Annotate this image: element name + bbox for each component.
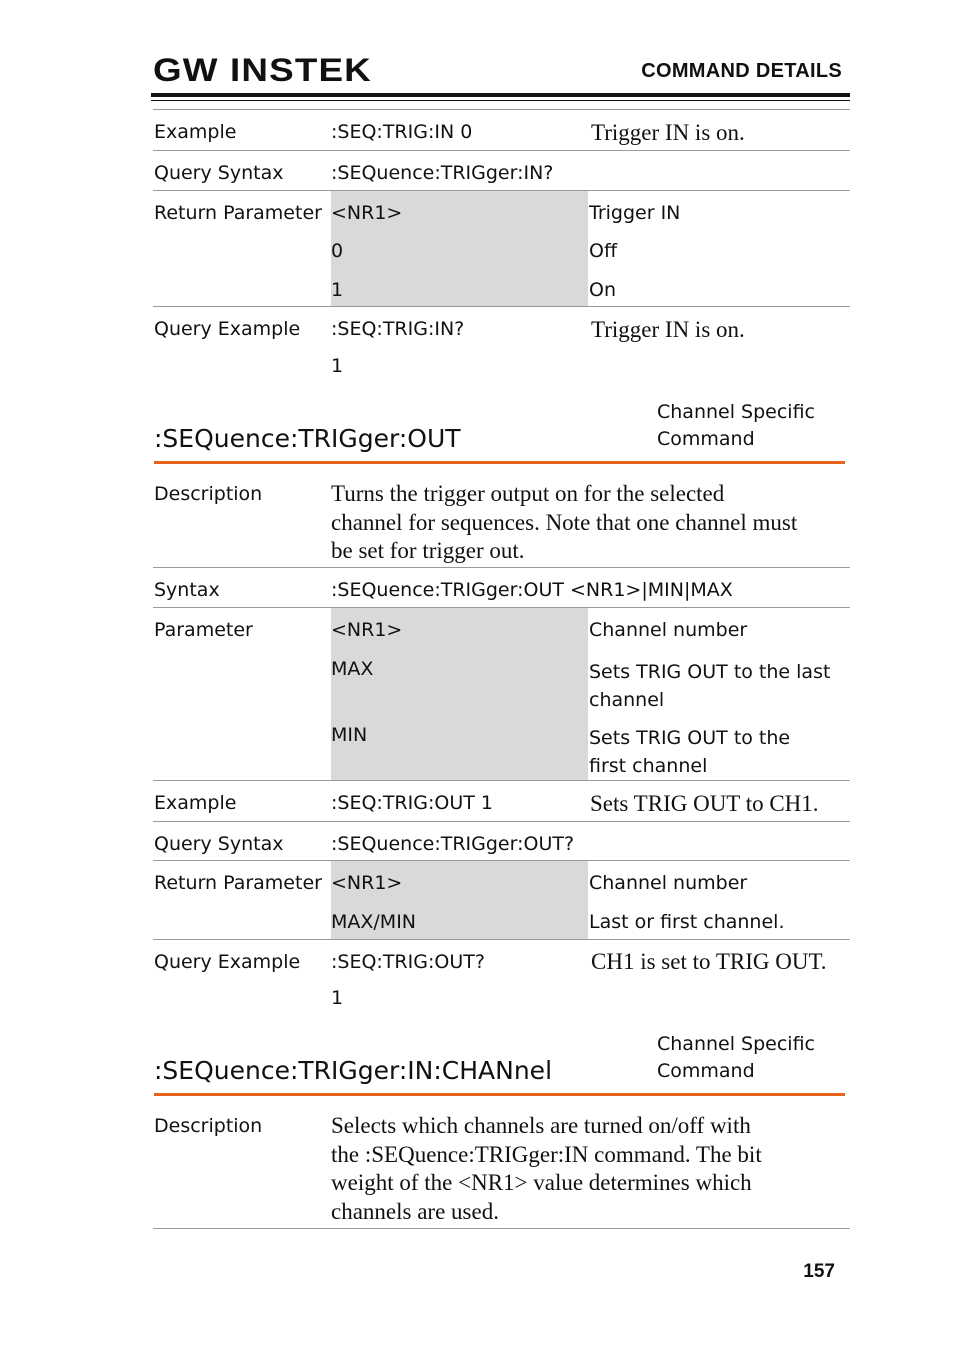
query-example-code: :SEQ:TRIG:IN?	[331, 318, 465, 340]
gw-instek-logo: GW INSTEK	[153, 52, 372, 88]
query-example-response: 1	[331, 355, 344, 377]
parameter-desc	[589, 724, 790, 780]
description-line: channel for sequences. Note that one channel must	[331, 509, 798, 535]
command-title-rule	[154, 1093, 845, 1096]
header-rule	[151, 93, 850, 97]
query-example-desc: Trigger IN is on.	[591, 317, 745, 342]
query-syntax-code: :SEQuence:TRIGger:OUT?	[331, 833, 575, 855]
return-param-value: <NR1>	[331, 872, 403, 894]
divider	[153, 1228, 850, 1229]
query-example-code: :SEQ:TRIG:OUT?	[331, 951, 485, 973]
parameter-value: MIN	[331, 724, 368, 746]
query-example-label: Query Example	[154, 951, 301, 973]
note-line: Command	[657, 1060, 755, 1082]
example-code: :SEQ:TRIG:IN 0	[331, 121, 473, 143]
channel-specific-note	[657, 1031, 815, 1085]
command-title-rule	[154, 461, 845, 464]
parameter-value: <NR1>	[331, 619, 403, 641]
query-syntax-label: Query Syntax	[154, 162, 284, 184]
description-label: Description	[154, 483, 263, 505]
note-line: Channel Specific	[657, 401, 815, 423]
return-param-value: 0	[331, 240, 344, 262]
parameter-desc: Channel number	[589, 619, 748, 641]
divider	[153, 109, 850, 110]
example-desc: Trigger IN is on.	[591, 120, 745, 145]
parameter-value: MAX	[331, 658, 374, 680]
command-title: :SEQuence:TRIGger:IN:CHANnel	[154, 1056, 553, 1085]
note-line: Channel Specific	[657, 1033, 815, 1055]
example-desc: Sets TRIG OUT to CH1.	[590, 791, 819, 816]
example-label: Example	[154, 792, 237, 814]
divider	[153, 306, 850, 307]
note-line: Command	[657, 428, 755, 450]
example-label: Example	[154, 121, 237, 143]
return-parameter-label: Return Parameter	[154, 202, 322, 224]
return-param-desc: On	[589, 279, 616, 301]
description-label: Description	[154, 1115, 263, 1137]
parameter-desc-line: Sets TRIG OUT to the	[589, 727, 791, 749]
return-param-value: MAX/MIN	[331, 911, 417, 933]
divider	[153, 150, 850, 151]
channel-specific-note	[657, 399, 815, 453]
divider	[153, 939, 850, 940]
return-parameter-label: Return Parameter	[154, 872, 322, 894]
return-param-desc: Last or first channel.	[589, 911, 785, 933]
description-line: the :SEQuence:TRIGger:IN command. The bit	[331, 1141, 762, 1167]
divider	[153, 567, 850, 568]
query-example-desc: CH1 is set to TRIG OUT.	[591, 949, 827, 974]
description-text	[331, 480, 797, 566]
description-line: be set for trigger out.	[331, 538, 525, 563]
parameter-desc-line: Sets TRIG OUT to the last	[589, 661, 831, 683]
return-param-desc: Channel number	[589, 872, 748, 894]
section-title: COMMAND DETAILS	[641, 60, 842, 82]
divider	[153, 780, 850, 781]
description-line: weight of the <NR1> value determines which	[331, 1170, 752, 1195]
parameter-label: Parameter	[154, 619, 253, 641]
header-rule-thin	[151, 100, 850, 101]
parameter-desc	[589, 658, 830, 714]
parameter-desc-line: channel	[589, 689, 665, 711]
query-syntax-code: :SEQuence:TRIGger:IN?	[331, 162, 554, 184]
parameter-desc-line: first channel	[589, 755, 708, 777]
description-line: channels are used.	[331, 1198, 499, 1224]
description-line: Selects which channels are turned on/off with	[331, 1113, 751, 1138]
return-param-desc: Trigger IN	[589, 202, 681, 224]
description-line: Turns the trigger output on for the selected	[331, 481, 725, 506]
divider	[153, 821, 850, 822]
syntax-label: Syntax	[154, 579, 220, 601]
query-example-response: 1	[331, 987, 344, 1009]
description-text	[331, 1112, 762, 1226]
return-param-desc: Off	[589, 240, 618, 262]
query-example-label: Query Example	[154, 318, 301, 340]
page-number: 157	[803, 1261, 835, 1282]
syntax-code: :SEQuence:TRIGger:OUT <NR1>|MIN|MAX	[331, 579, 733, 601]
command-title: :SEQuence:TRIGger:OUT	[154, 424, 461, 453]
return-param-value: 1	[331, 279, 344, 301]
return-param-value: <NR1>	[331, 202, 403, 224]
query-syntax-label: Query Syntax	[154, 833, 284, 855]
example-code: :SEQ:TRIG:OUT 1	[331, 792, 493, 814]
